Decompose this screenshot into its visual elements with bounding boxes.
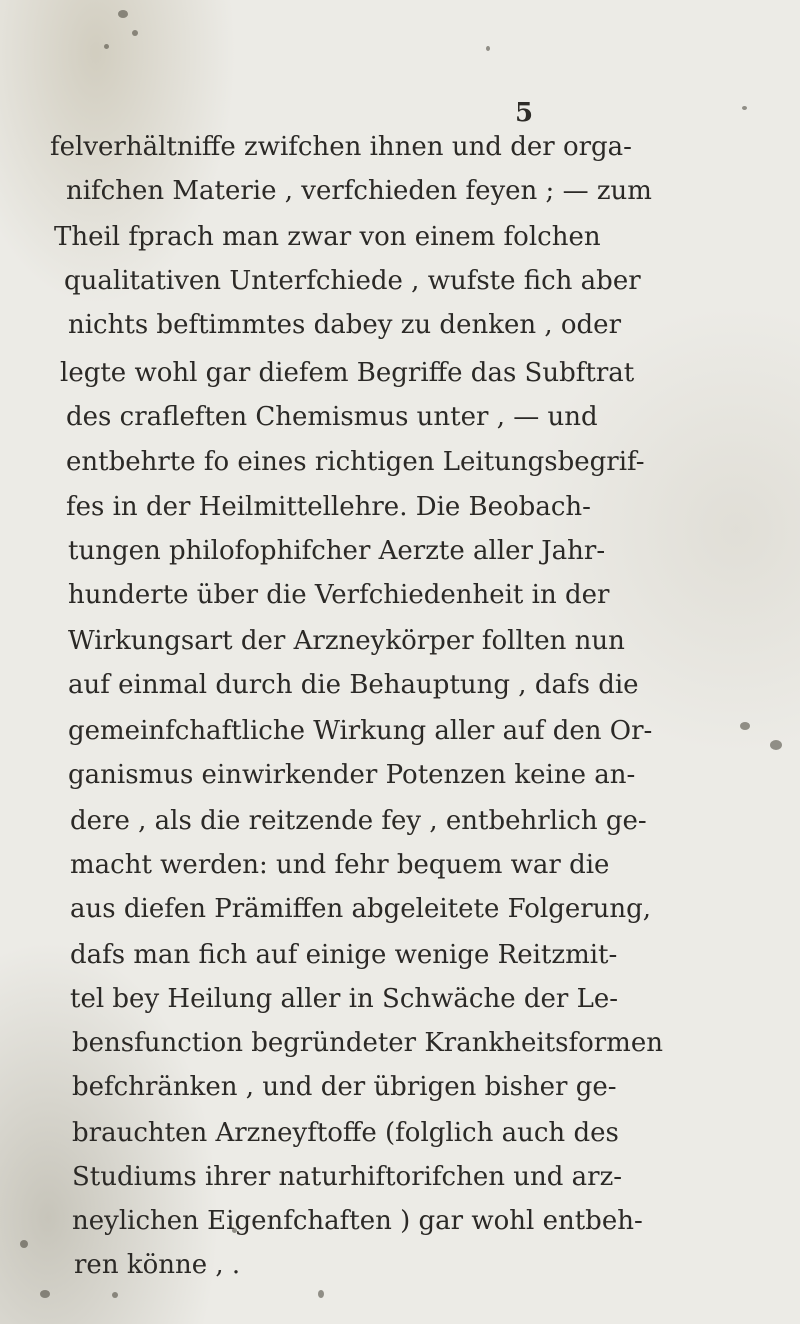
- text-line: fes in der Heilmittellehre. Die Beobach-: [66, 492, 591, 522]
- text-line: tungen philofophifcher Aerzte aller Jahr-: [68, 536, 606, 566]
- text-line: nichts beftimmtes dabey zu denken , oder: [68, 310, 621, 340]
- text-line: ganismus einwirkender Potenzen keine an-: [68, 760, 636, 790]
- text-line: dere , als die reitzende fey , entbehrlich ge-: [70, 806, 647, 836]
- foxing-speck: [118, 10, 128, 18]
- text-line: tel bey Heilung aller in Schwäche der Le-: [70, 984, 619, 1014]
- text-line: hunderte über die Verfchiedenheit in der: [68, 580, 610, 610]
- foxing-speck: [318, 1290, 324, 1298]
- text-line: legte wohl gar diefem Begriffe das Subftrat: [60, 358, 635, 388]
- foxing-speck: [40, 1290, 50, 1298]
- foxing-speck: [20, 1240, 28, 1248]
- text-line: Theil fprach man zwar von einem folchen: [54, 222, 601, 252]
- foxing-speck: [486, 46, 490, 51]
- page-number: 5: [515, 98, 534, 128]
- foxing-speck: [112, 1292, 118, 1298]
- foxing-speck: [740, 722, 750, 730]
- text-line: qualitativen Unterfchiede , wufste fich aber: [64, 266, 641, 296]
- text-line: Studiums ihrer naturhiftorifchen und arz-: [72, 1162, 623, 1192]
- text-line: dafs man fich auf einige wenige Reitzmit-: [70, 940, 618, 970]
- text-line: entbehrte fo eines richtigen Leitungsbegrif-: [66, 447, 645, 477]
- text-line: bensfunction begründeter Krankheitsformen: [72, 1028, 663, 1058]
- foxing-speck: [770, 740, 782, 750]
- text-line: auf einmal durch die Behauptung , dafs die: [68, 670, 639, 700]
- foxing-speck: [742, 106, 747, 110]
- text-line: Wirkungsart der Arzneykörper follten nun: [68, 626, 625, 656]
- text-line: gemeinfchaftliche Wirkung aller auf den Or-: [68, 716, 653, 746]
- text-line: befchränken , und der übrigen bisher ge-: [72, 1072, 617, 1102]
- foxing-speck: [104, 44, 109, 49]
- text-line: ren könne , .: [74, 1250, 241, 1280]
- text-line: brauchten Arzneyftoffe (folglich auch des: [72, 1118, 619, 1148]
- text-line: neylichen Eigenfchaften ) gar wohl entbeh-: [72, 1206, 643, 1236]
- foxing-speck: [132, 30, 138, 36]
- text-line: nifchen Materie , verfchieden feyen ; — zum: [66, 176, 652, 206]
- text-line: felverhältniffe zwifchen ihnen und der orga-: [50, 132, 632, 162]
- text-line: macht werden: und fehr bequem war die: [70, 850, 610, 880]
- text-line: aus diefen Prämiffen abgeleitete Folgerung,: [70, 894, 652, 924]
- text-line: des crafleften Chemismus unter , — und: [66, 402, 598, 432]
